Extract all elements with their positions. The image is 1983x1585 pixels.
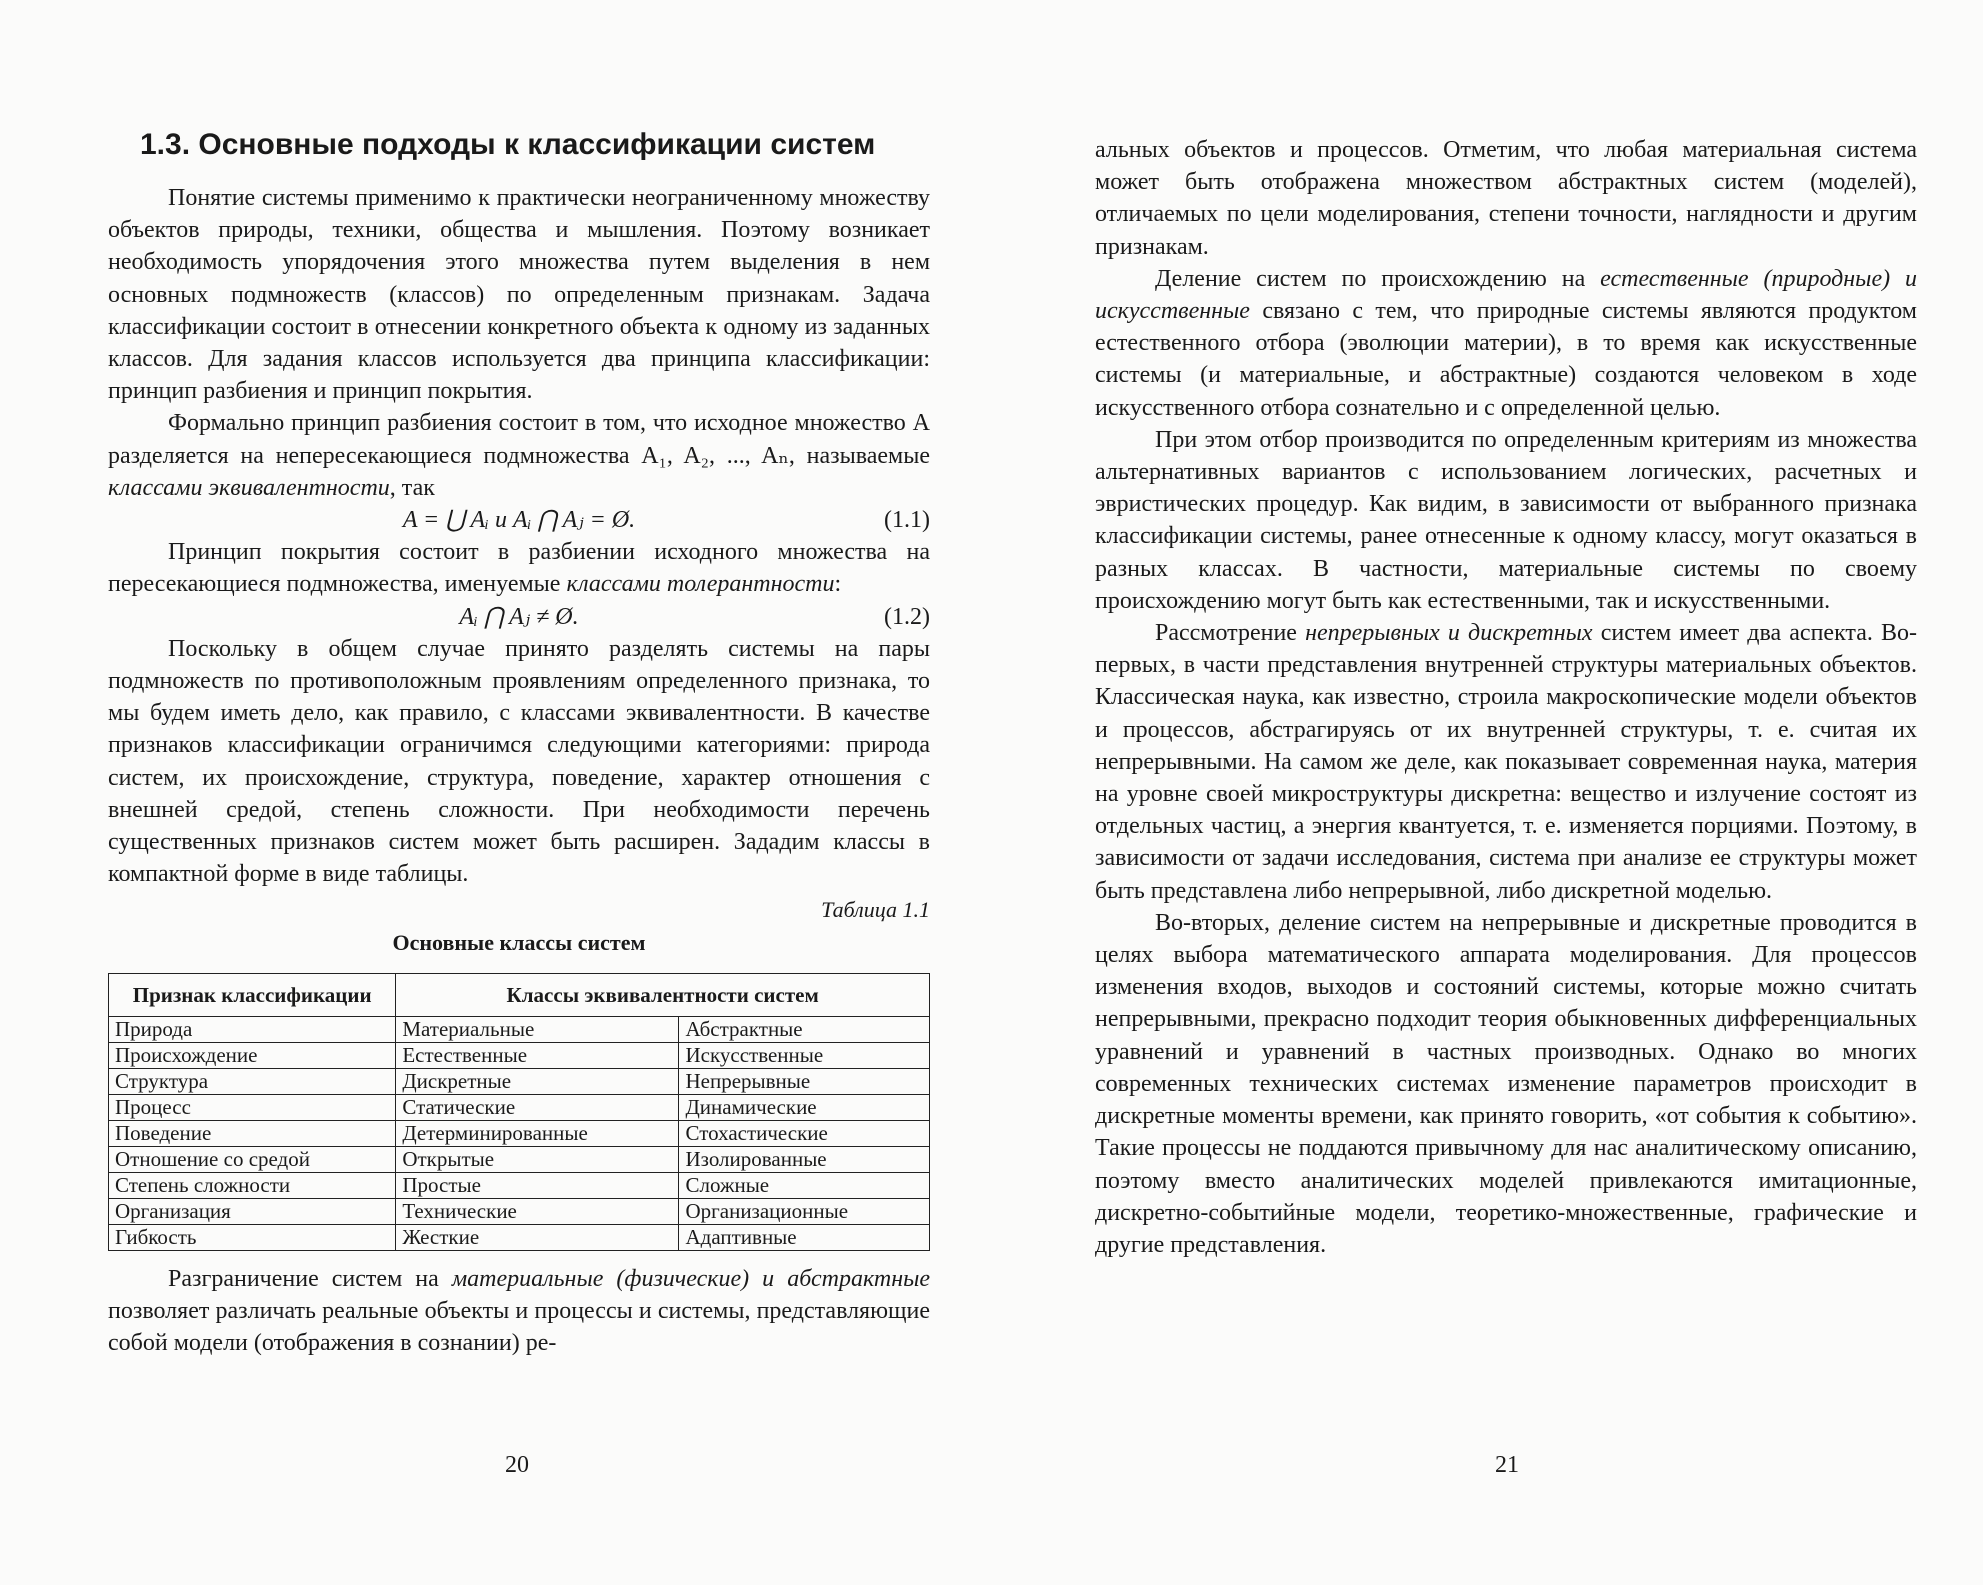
table-cell: Искусственные	[679, 1042, 930, 1068]
formula-number: (1.1)	[884, 507, 930, 534]
table-cell: Структура	[109, 1068, 396, 1094]
paragraph	[108, 1263, 930, 1360]
section-heading: 1.3. Основные подходы к классификации систем	[140, 128, 876, 161]
text-run: позволяет различать реальные объекты и процессы и системы, представляющие собой модели (отображения в сознании) ре-	[108, 1298, 930, 1357]
formula-expression: A = ⋃ Aᵢ и Aᵢ ⋂ Aⱼ = Ø.	[402, 507, 636, 534]
table-cell: Технические	[396, 1198, 679, 1224]
right-page	[1000, 0, 1983, 1585]
table-cell: Степень сложности	[109, 1172, 396, 1198]
paragraph: Поскольку в общем случае принято разделять системы на пары подмножеств по противоположным проявлениям определенного признака, то мы будем иметь дело, как правило, с классами эквивалентности. В качестве признаков классификации ограничимся следующими категориями: природа систем, их происхождение, структура, поведение, характер отношения с внешней средой, степень сложности. При необходимости перечень существенных признаков систем может быть расширен. Зададим классы в компактной форме в виде таблицы.	[108, 635, 930, 888]
paragraph: Во-вторых, деление систем на непрерывные и дискретные проводится в целях выбора математического аппарата моделирования. Для процессов изменения входов, выходов и состояний системы, которые можно считать непрерывными, прекрасно подходит теория обыкновенных дифференциальных уравнений и уравнений в частных производных. Однако во многих современных технических системах изменение параметров происходит в дискретные моменты времени, как принято говорить, «от события к событию». Такие процессы не поддаются привычному для нас аналитическому описанию, поэтому вместо аналитических моделей привлекаются имитационные, дискретно-событийные модели, теоретико-множественные, графические и другие представления.	[1095, 909, 1917, 1258]
table-cell: Процесс	[109, 1094, 396, 1120]
right-text-column	[1095, 134, 1917, 1261]
text-run: систем имеет два аспекта. Во-первых, в части представления внутренней структуры материальных объектов. Классическая наука, как известно, строила макроскопические модели объектов и процессов, абстрагируясь от их внутренней структуры, т. е. считая их непрерывными. На самом же деле, как показывает современная наука, материя на уровне своей микроструктуры дискретна: вещество и излучение состоят из отдельных частиц, а энергия квантуется, т. е. изменяется порциями. Поэтому, в зависимости от задачи исследования, система при анализе ее структуры может быть представлена либо непрерывной, либо дискретной моделью.	[1095, 620, 1917, 904]
term-italic: естественные (природные) и искусственные	[1095, 265, 1917, 325]
table-header-cell: Классы эквивалентности систем	[396, 973, 930, 1016]
formula-number: (1.2)	[884, 603, 930, 630]
table-row	[109, 1224, 930, 1250]
left-text-column	[108, 182, 930, 1359]
table-cell: Жесткие	[396, 1224, 679, 1250]
table-label: Таблица 1.1	[821, 897, 930, 923]
table-cell: Организационные	[679, 1198, 930, 1224]
table-cell: Сложные	[679, 1172, 930, 1198]
text-run: :	[834, 571, 842, 598]
table-cell: Естественные	[396, 1042, 679, 1068]
classification-table	[108, 973, 930, 1251]
table-row	[109, 1172, 930, 1198]
term-italic: классами эквивалентности	[108, 474, 390, 501]
table-title: Основные классы систем	[392, 929, 646, 955]
paragraph: При этом отбор производится по определенным критериям из множества альтернативных вариантов с использованием логических, расчетных и эвристических процедур. Как видим, в зависимости от выбранного признака классификации системы, ранее отнесенные к одному классу, могут оказаться в разных классах. В частности, материальные системы по своему происхождению могут быть как естественными, так и искусственными.	[1095, 426, 1917, 614]
page-number: 21	[1495, 1452, 1519, 1478]
table-cell: Простые	[396, 1172, 679, 1198]
term-italic: классами толерантности	[566, 571, 835, 598]
text-run: связано с тем, что природные системы являются продуктом естественного отбора (эволюции материи), в то время как искусственные системы (и материальные, и абстрактные) создаются человеком в ходе искусственного отбора сознательно и с определенной целью.	[1095, 298, 1917, 421]
paragraph	[108, 536, 930, 600]
table-row	[109, 1042, 930, 1068]
table-row	[109, 1068, 930, 1094]
table-row	[109, 1146, 930, 1172]
table-row	[109, 1094, 930, 1120]
text-run: Деление систем по происхождению на	[1155, 265, 1601, 292]
table-cell: Стохастические	[679, 1120, 930, 1146]
table-cell: Гибкость	[109, 1224, 396, 1250]
table-body	[109, 1016, 930, 1250]
paragraph	[1095, 617, 1917, 907]
table-cell: Материальные	[396, 1016, 679, 1042]
text-run: Разграничение систем на	[168, 1265, 452, 1292]
text-run: Рассмотрение	[1155, 620, 1306, 647]
paragraph: альных объектов и процессов. Отметим, что любая материальная система может быть отображена множеством абстрактных систем (моделей), отличаемых по цели моделирования, степени точности, наглядности и другим признакам.	[1095, 137, 1917, 260]
table-cell: Природа	[109, 1016, 396, 1042]
formula-1-1	[108, 504, 930, 536]
paragraph: Понятие системы применимо к практически неограниченному множеству объектов природы, техники, общества и мышления. Поэтому возникает необходимость упорядочения этого множества путем выделения в нем основных подмножеств (классов) по определенным признакам. Задача классификации состоит в отнесении конкретного объекта к одному из заданных классов. Для задания классов используется два принципа классификации: принцип разбиения и принцип покрытия.	[108, 185, 930, 405]
term-italic: материальные (физические) и абстрактные	[451, 1265, 931, 1292]
table-cell: Детерминированные	[396, 1120, 679, 1146]
table-cell: Абстрактные	[679, 1016, 930, 1042]
paragraph	[108, 407, 930, 504]
table-cell: Изолированные	[679, 1146, 930, 1172]
formula-expression: Aᵢ ⋂ Aⱼ ≠ Ø.	[459, 603, 579, 630]
table-cell: Открытые	[396, 1146, 679, 1172]
page-number: 20	[505, 1452, 529, 1478]
table-cell: Адаптивные	[679, 1224, 930, 1250]
term-italic: непрерывных и дискретных	[1305, 620, 1593, 647]
table-cell: Непрерывные	[679, 1068, 930, 1094]
table-row	[109, 1120, 930, 1146]
paragraph	[1095, 263, 1917, 424]
table-header-row	[109, 973, 930, 1016]
table-cell: Происхождение	[109, 1042, 396, 1068]
table-header-cell: Признак классификации	[109, 973, 396, 1016]
text-run: , так	[389, 474, 435, 501]
table-cell: Отношение со средой	[109, 1146, 396, 1172]
table-row	[109, 1016, 930, 1042]
formula-1-2	[108, 601, 930, 633]
text-run: Принцип покрытия состоит в разбиении исходного множества на пересекающиеся подмножества, именуемые	[108, 539, 930, 598]
table-cell: Статические	[396, 1094, 679, 1120]
text-run: Формально принцип разбиения состоит в том, что исходное множество A разделяется на непересекающиеся подмножества A₁, A₂, ..., Aₙ, называемые	[108, 410, 930, 469]
table-cell: Организация	[109, 1198, 396, 1224]
table-cell: Динамические	[679, 1094, 930, 1120]
table-cell: Дискретные	[396, 1068, 679, 1094]
table-cell: Поведение	[109, 1120, 396, 1146]
table-row	[109, 1198, 930, 1224]
